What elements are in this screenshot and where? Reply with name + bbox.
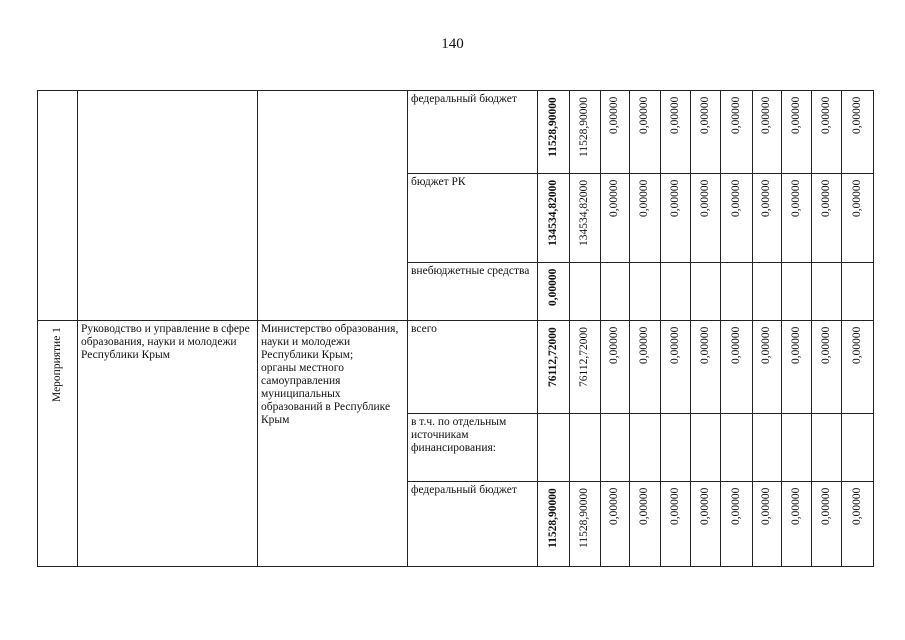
cell-value: 134534,82000 (546, 180, 559, 247)
value-cell (629, 320, 660, 413)
event-label: Мероприятие 1 (50, 327, 63, 402)
value-cell (811, 320, 841, 413)
cell-value: 0,00000 (789, 488, 802, 526)
event-responsible-cell (257, 320, 407, 566)
cell-value: 0,00000 (698, 327, 711, 365)
value-cell (811, 90, 841, 173)
value-cell (841, 90, 873, 173)
value-cell (569, 481, 600, 566)
cell-value: 0,00000 (819, 97, 832, 135)
value-cell (660, 173, 690, 262)
continuation-name-cell (77, 90, 257, 320)
value-cell (841, 413, 873, 481)
cell-value: 0,00000 (760, 180, 772, 218)
cell-value: 0,00000 (638, 488, 650, 526)
value-cell (720, 173, 752, 262)
funding-source: внебюджетные средства (411, 265, 530, 277)
value-cell (811, 481, 841, 566)
page-number: 140 (441, 36, 464, 52)
funding-source-cell (407, 481, 537, 566)
cell-value: 0,00000 (638, 180, 650, 218)
cell-value: 11528,90000 (578, 97, 590, 157)
cell-value: 0,00000 (819, 180, 832, 218)
cell-value: 0,00000 (608, 327, 620, 365)
cell-value: 76112,72000 (546, 327, 559, 387)
cell-value: 0,00000 (850, 180, 863, 218)
cell-value: 0,00000 (789, 97, 802, 135)
cell-value: 11528,90000 (546, 488, 559, 548)
value-cell (720, 320, 752, 413)
event-label-cell (37, 320, 77, 566)
value-cell (752, 481, 781, 566)
value-cell (720, 481, 752, 566)
total-cell (537, 262, 569, 320)
cell-value: 0,00000 (819, 327, 832, 365)
cell-value: 0,00000 (546, 269, 559, 307)
cell-value: 0,00000 (668, 180, 681, 218)
cell-value: 0,00000 (698, 488, 711, 526)
funding-source: всего (411, 323, 437, 335)
value-cell (811, 262, 841, 320)
cell-value: 0,00000 (608, 180, 620, 218)
value-cell (660, 320, 690, 413)
value-cell (660, 90, 690, 173)
value-cell (720, 413, 752, 481)
value-cell (811, 413, 841, 481)
cell-value: 0,00000 (760, 327, 772, 365)
funding-source-cell (407, 320, 537, 413)
value-cell (752, 90, 781, 173)
value-cell (752, 173, 781, 262)
cell-value: 0,00000 (668, 488, 681, 526)
value-cell (841, 173, 873, 262)
value-cell (569, 90, 600, 173)
cell-value: 11528,90000 (546, 97, 559, 157)
cell-value: 76112,72000 (578, 327, 590, 387)
cell-value: 0,00000 (789, 327, 802, 365)
cell-value: 0,00000 (668, 97, 681, 135)
value-cell (660, 262, 690, 320)
cell-value: 0,00000 (850, 327, 863, 365)
value-cell (629, 262, 660, 320)
value-cell (720, 262, 752, 320)
value-cell (811, 173, 841, 262)
cell-value: 0,00000 (729, 97, 742, 135)
value-cell (690, 90, 720, 173)
funding-source: бюджет РК (411, 176, 466, 188)
continuation-label-cell (37, 90, 77, 320)
funding-source-cell (407, 173, 537, 262)
total-cell (537, 173, 569, 262)
value-cell (660, 413, 690, 481)
total-cell (537, 90, 569, 173)
cell-value: 0,00000 (698, 180, 711, 218)
value-cell (690, 320, 720, 413)
value-cell (781, 262, 811, 320)
value-cell (569, 262, 600, 320)
funding-source-cell (407, 413, 537, 481)
value-cell (841, 481, 873, 566)
cell-value: 0,00000 (729, 180, 742, 218)
value-cell (781, 173, 811, 262)
value-cell (629, 481, 660, 566)
total-cell (537, 481, 569, 566)
value-cell (781, 320, 811, 413)
cell-value: 0,00000 (668, 327, 681, 365)
cell-value: 134534,82000 (578, 180, 590, 247)
table-bottom-border (37, 566, 874, 567)
event-name-cell (77, 320, 257, 566)
value-cell (752, 262, 781, 320)
total-cell (537, 413, 569, 481)
funding-source-cell (407, 262, 537, 320)
cell-value: 0,00000 (729, 327, 742, 365)
cell-value: 0,00000 (608, 488, 620, 526)
cell-value: 0,00000 (638, 97, 650, 135)
value-cell (752, 413, 781, 481)
value-cell (841, 320, 873, 413)
table-right-border (873, 90, 874, 566)
value-cell (569, 173, 600, 262)
cell-value: 0,00000 (729, 488, 742, 526)
cell-value: 0,00000 (850, 488, 863, 526)
funding-source: федеральный бюджет (411, 93, 517, 105)
value-cell (690, 481, 720, 566)
value-cell (629, 90, 660, 173)
value-cell (690, 173, 720, 262)
cell-value: 0,00000 (789, 180, 802, 218)
value-cell (841, 262, 873, 320)
cell-value: 0,00000 (760, 97, 772, 135)
value-cell (629, 413, 660, 481)
value-cell (629, 173, 660, 262)
value-cell (690, 262, 720, 320)
total-cell (537, 320, 569, 413)
value-cell (720, 90, 752, 173)
funding-source: федеральный бюджет (411, 484, 517, 496)
cell-value: 11528,90000 (578, 488, 590, 548)
value-cell (781, 481, 811, 566)
value-cell (600, 481, 629, 566)
value-cell (781, 413, 811, 481)
event-responsible: Министерство образования, науки и молодежи Республики Крым; органы местного самоуправления муниципальных образований в Республике Крым (261, 323, 399, 426)
value-cell (690, 413, 720, 481)
cell-value: 0,00000 (698, 97, 711, 135)
value-cell (600, 413, 629, 481)
value-cell (600, 90, 629, 173)
cell-value: 0,00000 (608, 97, 620, 135)
value-cell (569, 413, 600, 481)
funding-source: в т.ч. по отдельным источникам финансирования: (411, 416, 507, 454)
continuation-responsible-cell (257, 90, 407, 320)
value-cell (600, 320, 629, 413)
cell-value: 0,00000 (819, 488, 832, 526)
cell-value: 0,00000 (760, 488, 772, 526)
funding-source-cell (407, 90, 537, 173)
value-cell (600, 173, 629, 262)
value-cell (600, 262, 629, 320)
value-cell (752, 320, 781, 413)
value-cell (569, 320, 600, 413)
value-cell (660, 481, 690, 566)
cell-value: 0,00000 (850, 97, 863, 135)
event-name: Руководство и управление в сфере образования, науки и молодежи Республики Крым (81, 323, 250, 361)
cell-value: 0,00000 (638, 327, 650, 365)
value-cell (781, 90, 811, 173)
